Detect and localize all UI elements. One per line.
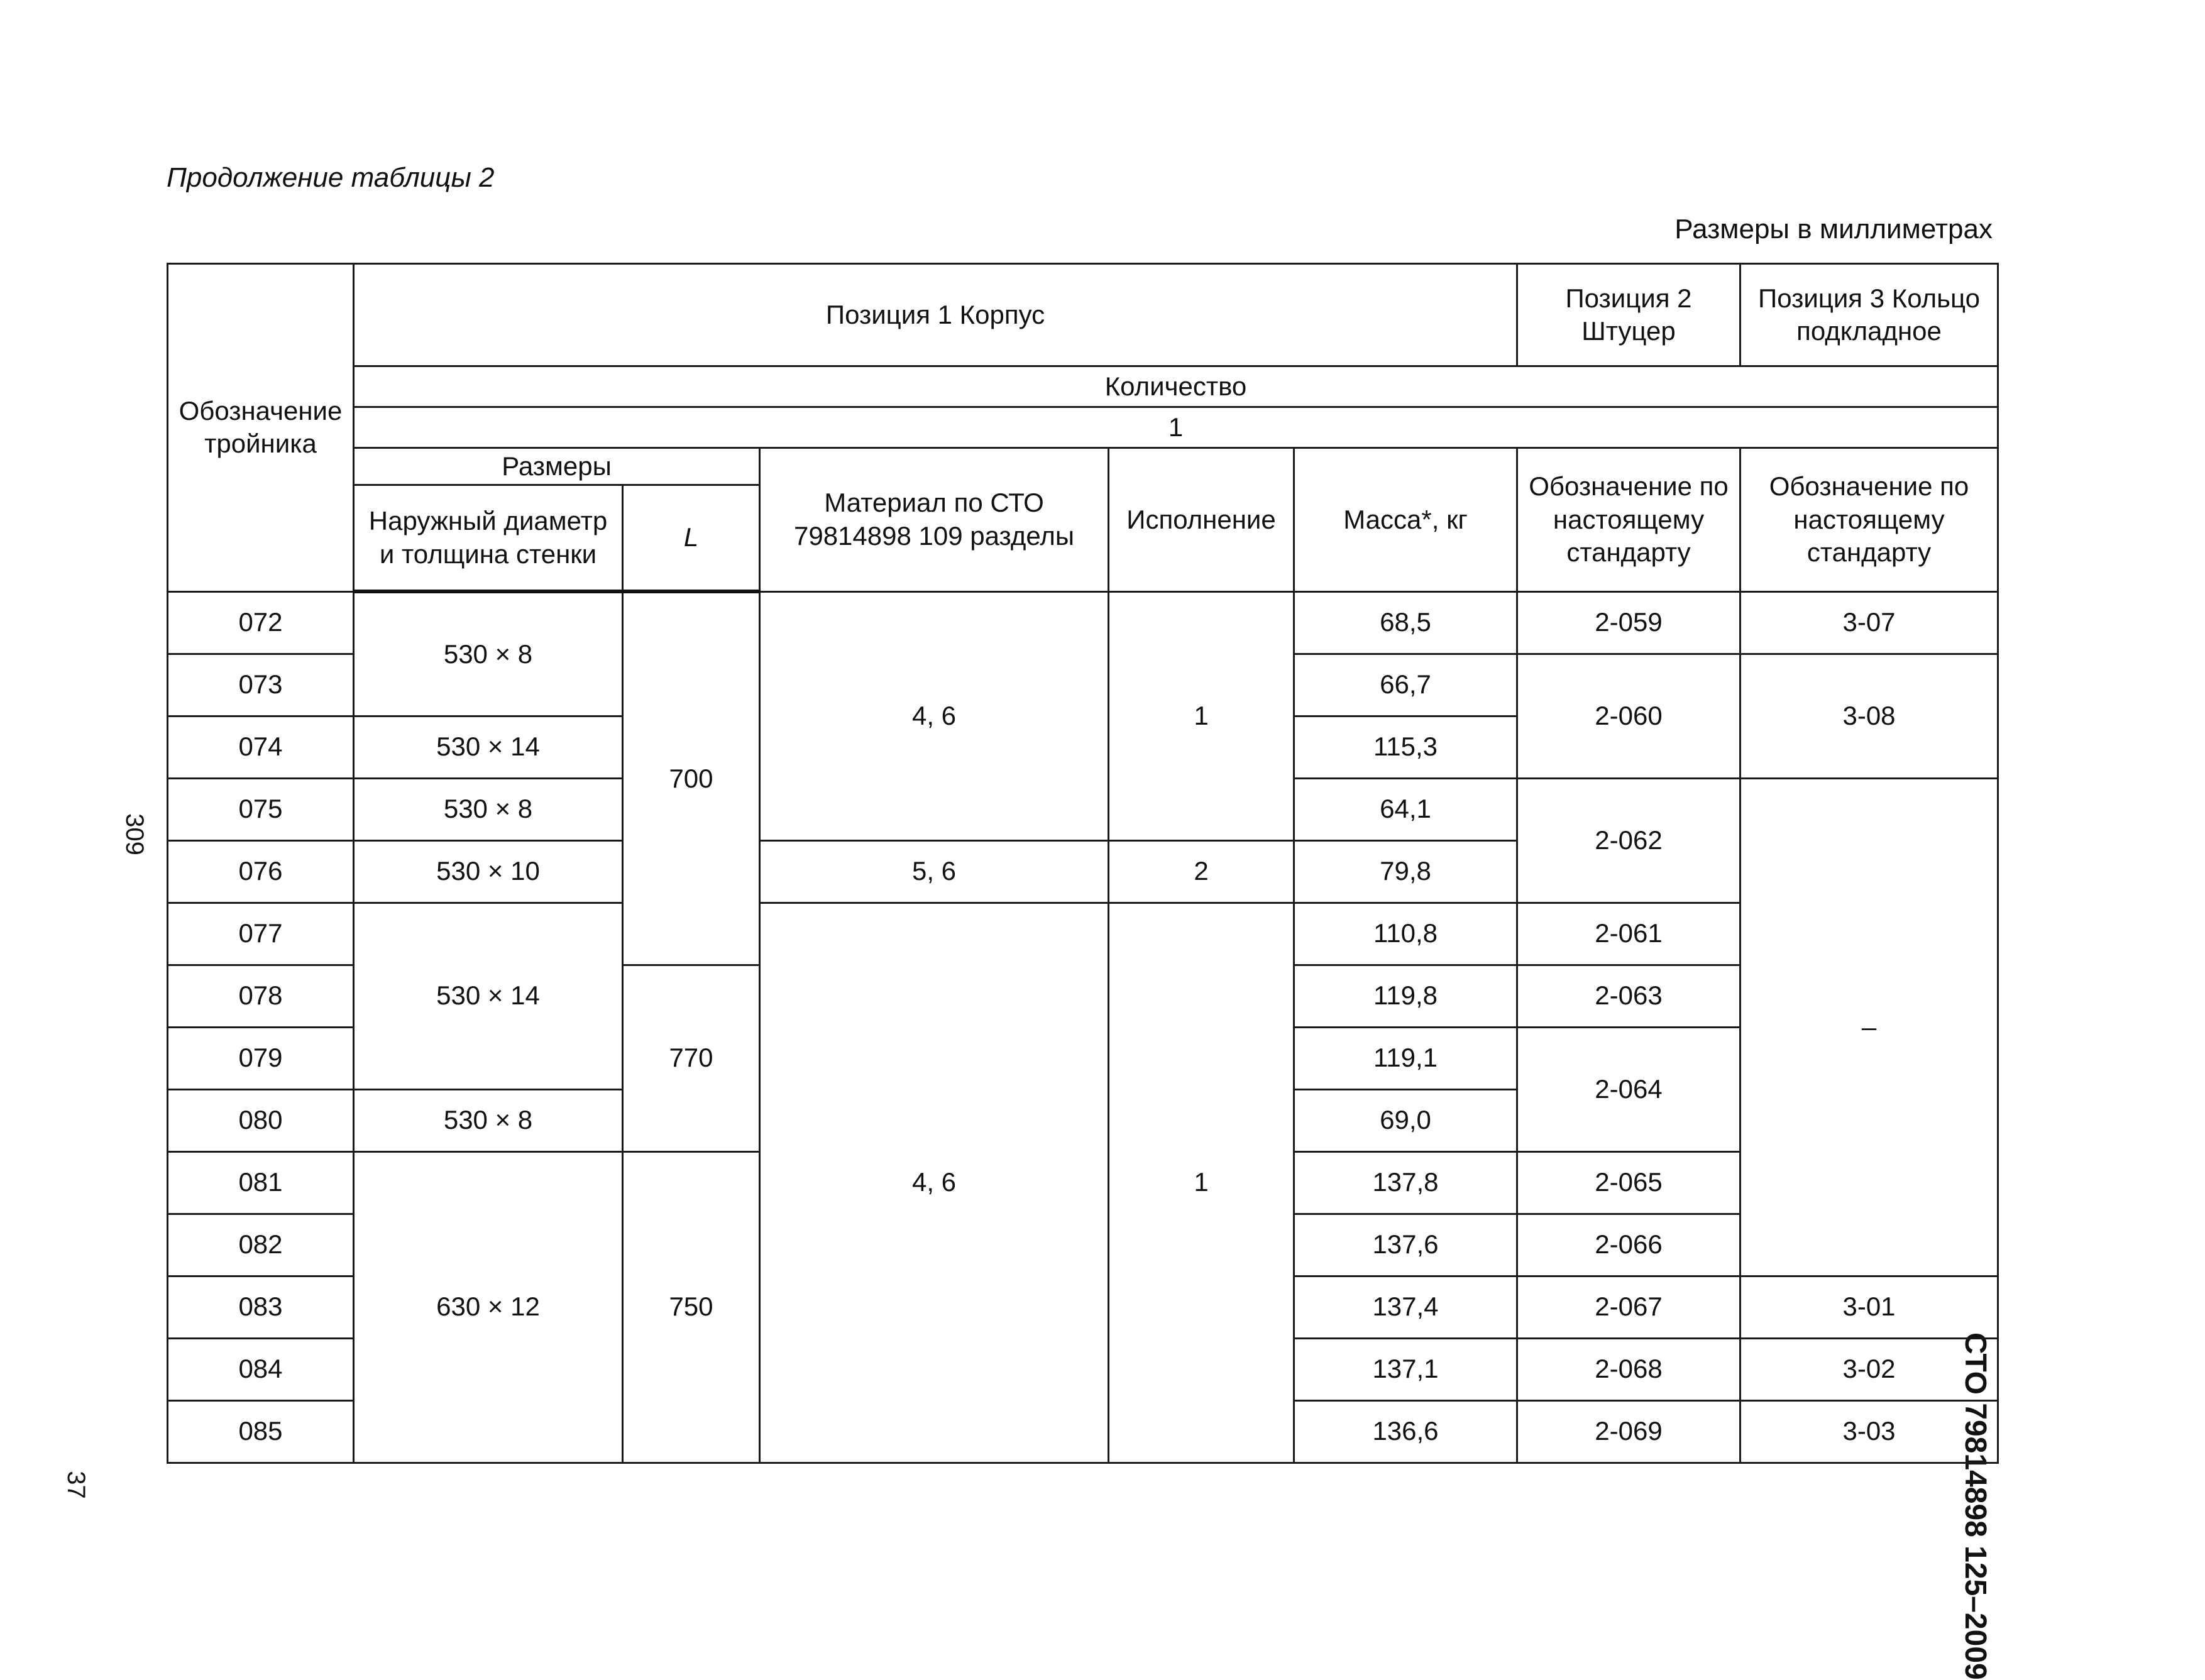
row-id: 077 (168, 903, 354, 965)
header-mass: Масса*, кг (1294, 448, 1517, 592)
row-id: 075 (168, 778, 354, 840)
row-id: 082 (168, 1214, 354, 1276)
cell-pos3: – (1740, 778, 1998, 1276)
header-execution: Исполнение (1109, 448, 1294, 592)
header-length: L (623, 485, 760, 592)
cell-mass: 115,3 (1294, 716, 1517, 778)
row-id: 079 (168, 1027, 354, 1089)
row-id: 080 (168, 1089, 354, 1151)
cell-material: 4, 6 (760, 903, 1109, 1463)
cell-mass: 119,1 (1294, 1027, 1517, 1089)
cell-mass: 136,6 (1294, 1400, 1517, 1463)
row-id: 073 (168, 654, 354, 716)
units-note: Размеры в миллиметрах (1674, 214, 1993, 244)
header-quantity-value: 1 (354, 407, 1998, 448)
cell-pos3: 3-01 (1740, 1276, 1998, 1338)
cell-pos2: 2-059 (1517, 591, 1740, 654)
row-id: 083 (168, 1276, 354, 1338)
cell-pos2: 2-060 (1517, 654, 1740, 778)
cell-mass: 64,1 (1294, 778, 1517, 840)
cell-outer-diameter: 630 × 12 (354, 1151, 623, 1463)
cell-mass: 79,8 (1294, 840, 1517, 903)
cell-pos2: 2-063 (1517, 965, 1740, 1027)
cell-pos2: 2-068 (1517, 1338, 1740, 1400)
header-pos1: Позиция 1 Корпус (354, 264, 1517, 366)
cell-mass: 137,8 (1294, 1151, 1517, 1214)
cell-pos2: 2-064 (1517, 1027, 1740, 1151)
cell-pos2: 2-066 (1517, 1214, 1740, 1276)
cell-outer-diameter: 530 × 8 (354, 778, 623, 840)
cell-outer-diameter: 530 × 8 (354, 1089, 623, 1151)
header-pos2: Позиция 2 Штуцер (1517, 264, 1740, 366)
cell-material: 5, 6 (760, 840, 1109, 903)
cell-pos2: 2-067 (1517, 1276, 1740, 1338)
header-sizes: Размеры (354, 448, 760, 485)
cell-pos2: 2-061 (1517, 903, 1740, 965)
cell-execution: 1 (1109, 903, 1294, 1463)
cell-length: 770 (623, 965, 760, 1151)
header-outer-diameter: Наружный диаметр и толщина стенки (354, 485, 623, 592)
cell-mass: 137,4 (1294, 1276, 1517, 1338)
cell-length: 750 (623, 1151, 760, 1463)
header-quantity: Количество (354, 366, 1998, 407)
cell-pos2: 2-065 (1517, 1151, 1740, 1214)
cell-material: 4, 6 (760, 591, 1109, 840)
row-id: 078 (168, 965, 354, 1027)
page-number-bottom: 37 (62, 1471, 90, 1499)
cell-outer-diameter: 530 × 8 (354, 591, 623, 716)
cell-outer-diameter: 530 × 14 (354, 903, 623, 1089)
standard-code: СТО 79814898 125–2009 (1959, 1332, 1992, 1680)
row-id: 074 (168, 716, 354, 778)
cell-pos3: 3-02 (1740, 1338, 1998, 1400)
cell-outer-diameter: 530 × 10 (354, 840, 623, 903)
cell-mass: 68,5 (1294, 591, 1517, 654)
spec-table (167, 263, 1999, 1464)
cell-mass: 137,6 (1294, 1214, 1517, 1276)
cell-execution: 1 (1109, 591, 1294, 840)
header-pos2-designation: Обозначение по настоящему стандарту (1517, 448, 1740, 592)
row-id: 085 (168, 1400, 354, 1463)
row-id: 084 (168, 1338, 354, 1400)
cell-length: 700 (623, 591, 760, 965)
table-caption: Продолжение таблицы 2 (167, 162, 495, 193)
cell-mass: 119,8 (1294, 965, 1517, 1027)
cell-outer-diameter: 530 × 14 (354, 716, 623, 778)
cell-pos3: 3-07 (1740, 591, 1998, 654)
cell-pos3: 3-03 (1740, 1400, 1998, 1463)
header-designation: Обозначение тройника (168, 264, 354, 592)
cell-pos2: 2-062 (1517, 778, 1740, 903)
row-id: 076 (168, 840, 354, 903)
cell-pos2: 2-069 (1517, 1400, 1740, 1463)
row-id: 072 (168, 591, 354, 654)
row-id: 081 (168, 1151, 354, 1214)
cell-execution: 2 (1109, 840, 1294, 903)
header-pos3-designation: Обозначение по настоящему стандарту (1740, 448, 1998, 592)
page-number-side: 309 (120, 813, 148, 855)
header-pos3: Позиция 3 Кольцо подкладное (1740, 264, 1998, 366)
cell-mass: 69,0 (1294, 1089, 1517, 1151)
header-material: Материал по СТО 79814898 109 разделы (760, 448, 1109, 592)
cell-pos3: 3-08 (1740, 654, 1998, 778)
cell-mass: 110,8 (1294, 903, 1517, 965)
cell-mass: 66,7 (1294, 654, 1517, 716)
cell-mass: 137,1 (1294, 1338, 1517, 1400)
